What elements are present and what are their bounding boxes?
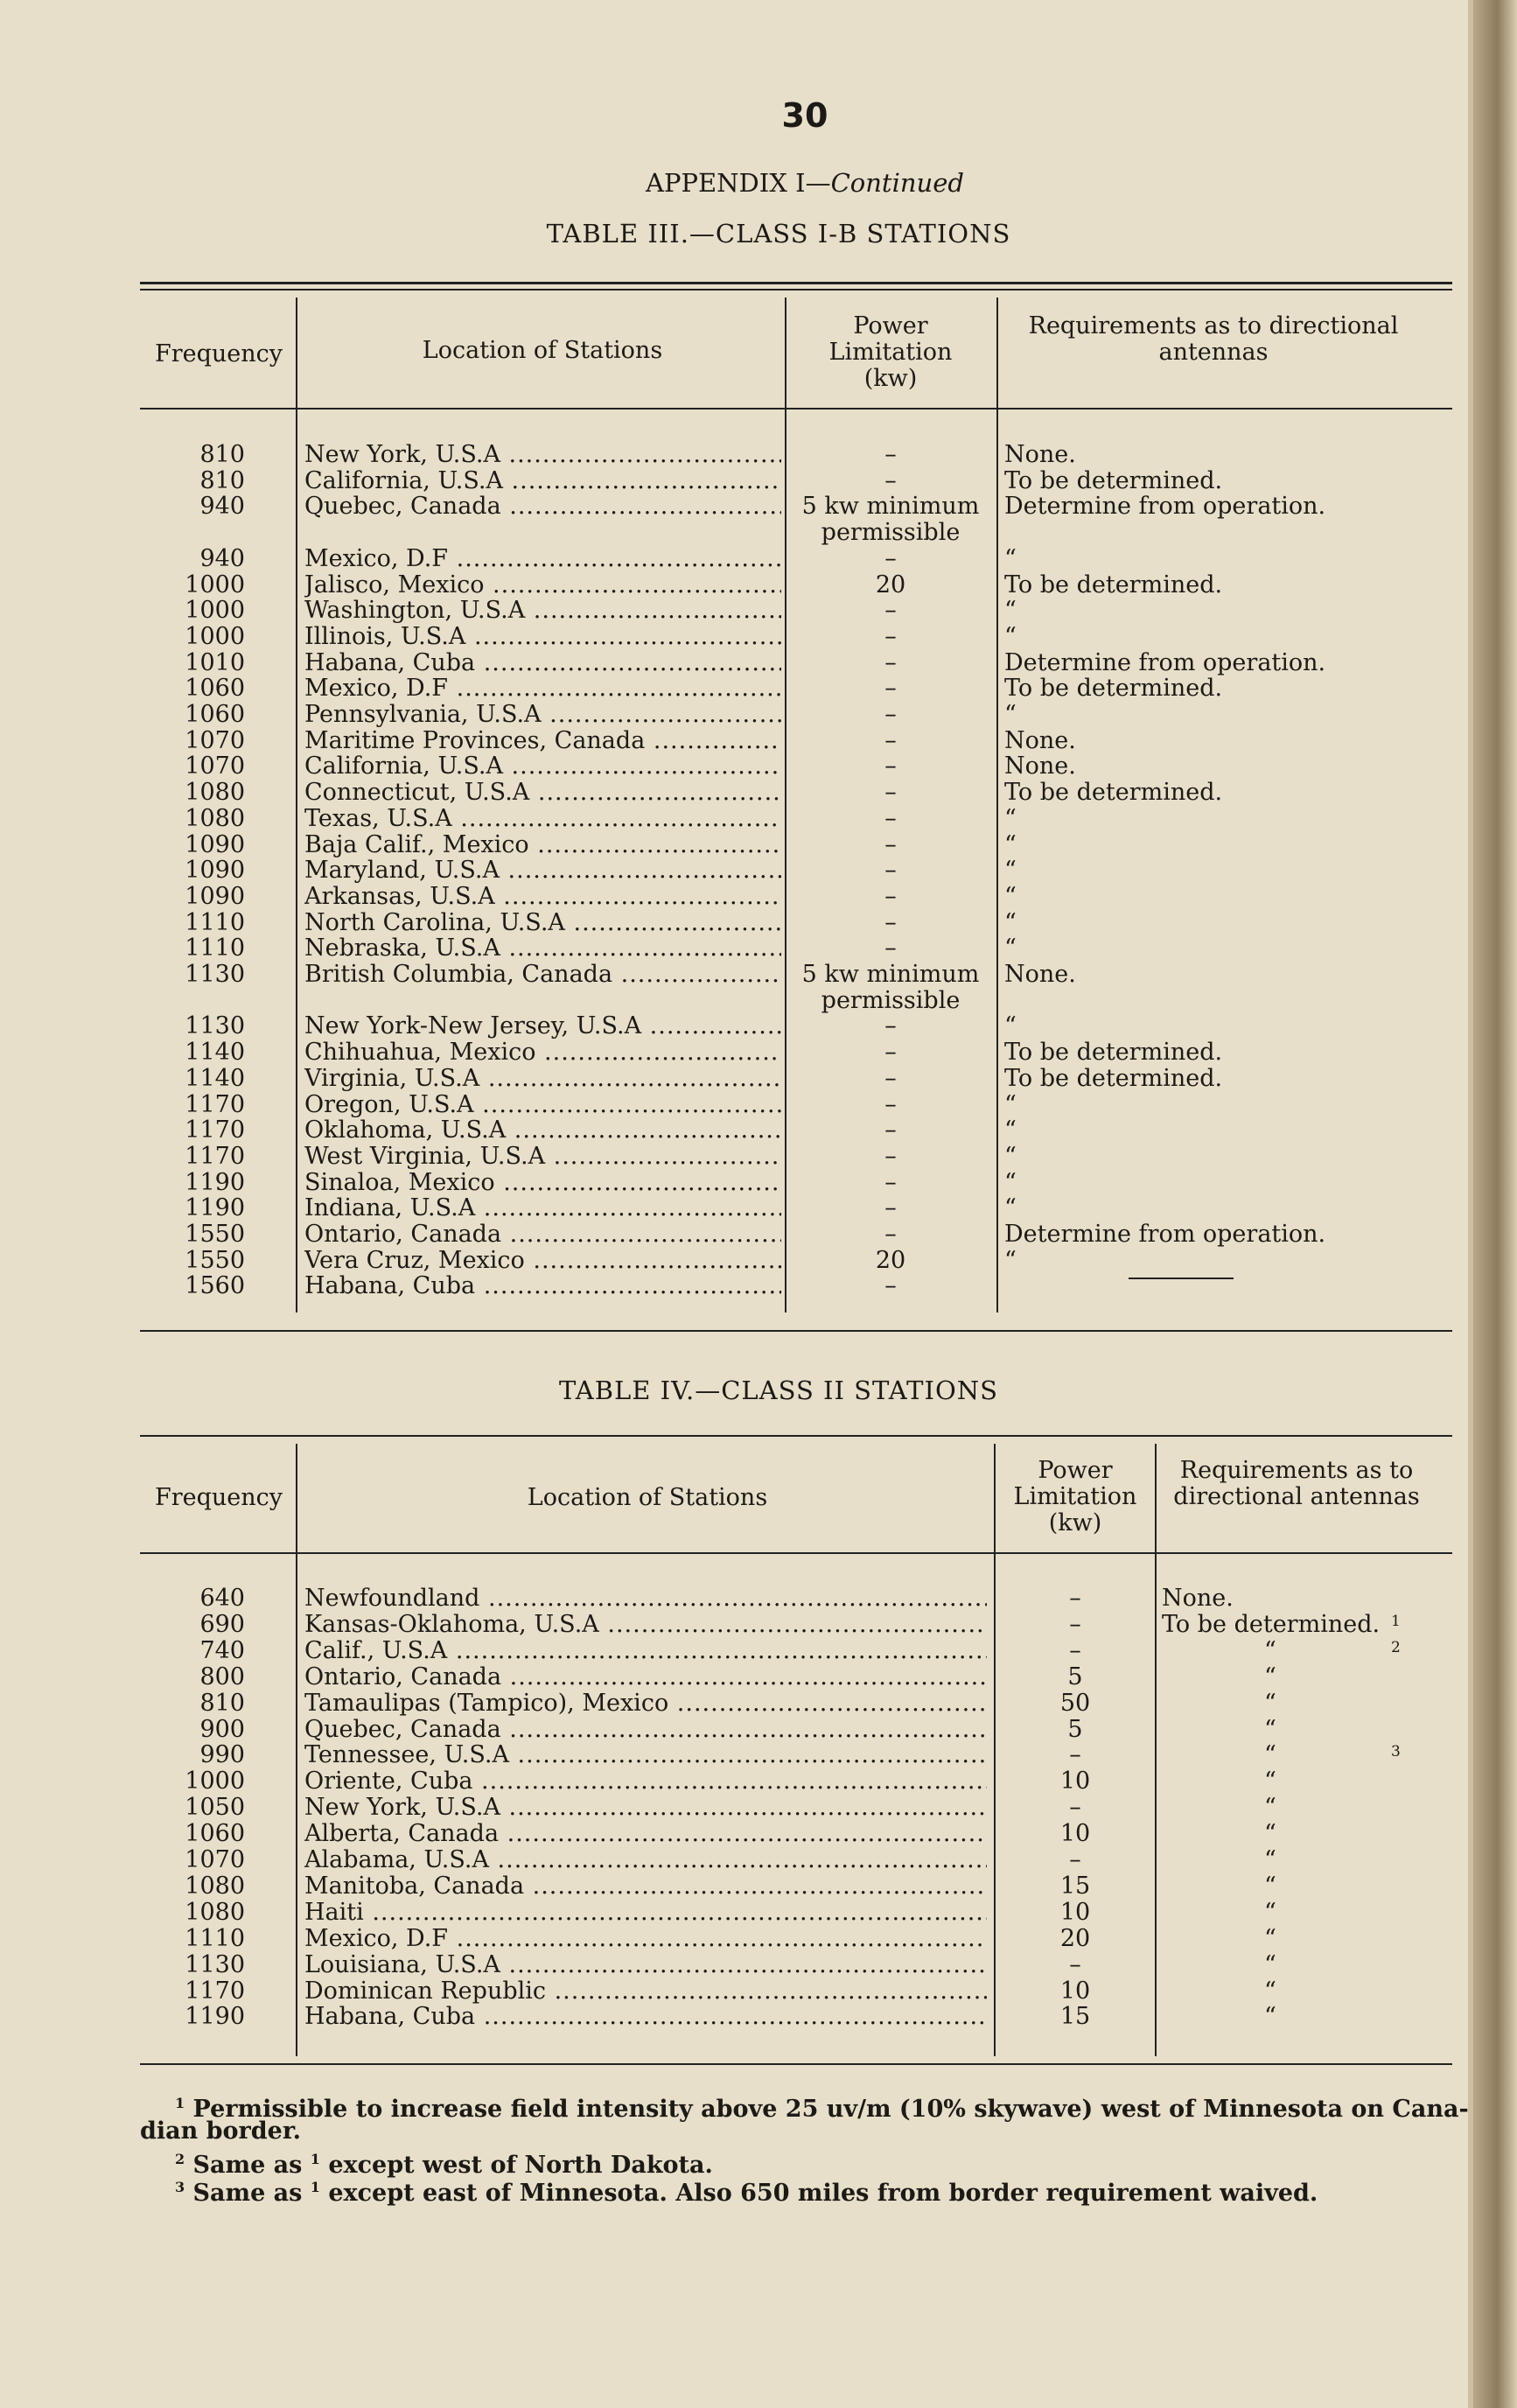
location-cell: New York, U.S.A ..... (304, 1795, 987, 1821)
requirements-cell: “ (1264, 1872, 1276, 1900)
power-cell: 10 (1059, 1768, 1091, 1796)
power-cell-continuation: permissible (821, 986, 961, 1014)
table4-row (0, 1742, 1487, 1768)
location-cell: Kansas-Oklahoma, U.S.A ..... (304, 1612, 987, 1638)
frequency-cell: 1130 (185, 1012, 245, 1040)
location-cell: Jalisco, Mexico ..... (304, 572, 781, 598)
location-cell: Tennessee, U.S.A ..... (304, 1742, 987, 1768)
power-cell: – (884, 701, 897, 728)
requirements-cell: To be determined. (1162, 1610, 1381, 1638)
location-cell: New York-New Jersey, U.S.A ..... (304, 1013, 781, 1040)
table4-top-rule (140, 1435, 1452, 1437)
power-cell: 15 (1059, 2003, 1091, 2031)
page-number: 30 (781, 96, 828, 135)
table4-header-frequency: Frequency (154, 1484, 283, 1511)
power-cell: 20 (875, 570, 906, 598)
power-cell: – (884, 934, 897, 962)
footnote-1: $^1$ Permissible to increase field intensity above 25 uv/m (10% skywave) west of Minnesota on Cana- (175, 2095, 1469, 2123)
table3-row (0, 546, 1487, 572)
table4-row (0, 1690, 1487, 1717)
frequency-cell: 1110 (185, 908, 245, 936)
power-cell: – (884, 1272, 897, 1300)
power-cell: 20 (1059, 1924, 1091, 1952)
power-cell: 5 kw minimum (801, 493, 980, 521)
table3-row (0, 858, 1487, 884)
table4-title: TABLE IV.—CLASS II STATIONS (559, 1376, 998, 1405)
footnote-2: $^2$ Same as $^1$ except west of North Dakota. (175, 2151, 713, 2179)
power-cell: – (884, 1039, 897, 1067)
power-cell: – (884, 779, 897, 807)
power-cell: 10 (1059, 1820, 1091, 1848)
table3-row (0, 468, 1487, 494)
requirements-cell: None. (1162, 1585, 1234, 1612)
table4-row (0, 1612, 1487, 1638)
location-cell: Haiti ..... (304, 1900, 987, 1926)
requirements-cell: “ (1264, 1924, 1276, 1952)
requirements-cell: “ (1264, 1820, 1276, 1848)
frequency-cell: 1080 (185, 1898, 245, 1926)
frequency-cell: 1000 (185, 1768, 245, 1796)
requirements-cell: “ (1004, 882, 1017, 910)
location-cell: West Virginia, U.S.A ..... (304, 1144, 781, 1170)
frequency-cell: 810 (199, 441, 245, 468)
location-cell: Dominican Republic ..... (304, 1978, 987, 2005)
location-cell: Connecticut, U.S.A ..... (304, 780, 781, 806)
location-cell: Chihuahua, Mexico ..... (304, 1040, 781, 1066)
table3-row (0, 1092, 1487, 1118)
location-cell: Maryland, U.S.A ..... (304, 858, 781, 884)
location-cell: Virginia, U.S.A ..... (304, 1066, 781, 1092)
table4-row (0, 1873, 1487, 1900)
location-cell: California, U.S.A ..... (304, 468, 781, 494)
power-cell: – (884, 804, 897, 832)
power-cell: – (1069, 1794, 1081, 1822)
power-cell: – (884, 1064, 897, 1092)
location-cell: Nebraska, U.S.A ..... (304, 935, 781, 962)
location-cell: Calif., U.S.A ..... (304, 1638, 987, 1664)
power-cell: 5 (1067, 1715, 1083, 1743)
table3-row (0, 1117, 1487, 1144)
table3-row (0, 1066, 1487, 1092)
power-cell: – (884, 1194, 897, 1222)
frequency-cell: 1110 (185, 934, 245, 962)
requirements-cell: Determine from operation. (1004, 1221, 1326, 1248)
power-cell: – (884, 882, 897, 910)
frequency-cell: 1550 (185, 1221, 245, 1248)
requirements-cell: “ (1264, 1768, 1276, 1796)
frequency-cell: 1170 (185, 1142, 245, 1170)
power-cell: – (884, 1116, 897, 1144)
frequency-cell: 1110 (185, 1924, 245, 1952)
power-cell: – (884, 908, 897, 936)
frequency-cell: 1000 (185, 622, 245, 650)
table4-header-location: Location of Stations (527, 1484, 768, 1511)
table3-header-requirements: Requirements as to directional antennas (1028, 312, 1399, 366)
frequency-cell: 940 (199, 544, 245, 572)
table4-row (0, 1664, 1487, 1690)
appendix-heading: APPENDIX I—Continued (646, 168, 964, 198)
power-cell: – (1069, 1636, 1081, 1664)
power-cell: – (884, 648, 897, 676)
table3-bottom-rule (140, 1330, 1452, 1332)
location-cell: Mexico, D.F ..... (304, 546, 781, 572)
frequency-cell: 740 (199, 1636, 245, 1664)
requirements-cell: “ (1004, 804, 1017, 832)
location-cell: Alberta, Canada ..... (304, 1821, 987, 1847)
frequency-cell: 1130 (185, 1950, 245, 1978)
power-cell-continuation: permissible (821, 519, 961, 547)
requirements-cell: “ (1004, 908, 1017, 936)
power-cell: – (884, 544, 897, 572)
location-cell: Quebec, Canada ..... (304, 494, 781, 520)
requirements-cell: “ (1004, 597, 1017, 625)
requirements-cell: “ (1004, 1142, 1017, 1170)
location-cell: North Carolina, U.S.A ..... (304, 910, 781, 936)
table3-header-location: Location of Stations (422, 337, 663, 364)
frequency-cell: 810 (199, 466, 245, 494)
location-cell: Tamaulipas (Tampico), Mexico ..... (304, 1690, 987, 1717)
location-cell: Newfoundland ..... (304, 1586, 987, 1612)
power-cell: 10 (1059, 1898, 1091, 1926)
power-cell: – (1069, 1741, 1081, 1769)
frequency-cell: 1550 (185, 1246, 245, 1274)
requirements-cell: “ (1264, 1715, 1276, 1743)
frequency-cell: 1130 (185, 961, 245, 988)
frequency-cell: 1190 (185, 2003, 245, 2031)
table4-row (0, 1926, 1487, 1952)
requirements-cell: “ (1264, 1846, 1276, 1873)
table3-row (0, 935, 1487, 962)
requirements-cell: None. (1004, 961, 1076, 988)
location-cell: Manitoba, Canada ..... (304, 1873, 987, 1900)
requirements-cell: “ (1004, 857, 1017, 885)
frequency-cell: 1190 (185, 1168, 245, 1196)
table4-row (0, 1900, 1487, 1926)
frequency-cell: 990 (199, 1741, 245, 1769)
requirements-cell: “ (1004, 1116, 1017, 1144)
table3-title: TABLE III.—CLASS I-B STATIONS (546, 219, 1011, 248)
table3-row (0, 1195, 1487, 1222)
frequency-cell: 1060 (185, 1820, 245, 1848)
requirements-cell: “ (1004, 701, 1017, 728)
table3-row-continuation (0, 520, 1487, 546)
table4-bottom-rule (140, 2063, 1452, 2065)
requirements-cell: “ (1264, 1662, 1276, 1690)
table3-row (0, 624, 1487, 650)
location-cell: Alabama, U.S.A ..... (304, 1847, 987, 1873)
table3-header-frequency: Frequency (154, 340, 283, 368)
frequency-cell: 1090 (185, 882, 245, 910)
table3-row (0, 806, 1487, 832)
table3-row (0, 494, 1487, 520)
requirements-cell: To be determined. (1004, 1039, 1223, 1067)
table3-row (0, 780, 1487, 806)
location-cell: California, U.S.A ..... (304, 753, 781, 780)
frequency-cell: 1140 (185, 1064, 245, 1092)
power-cell: – (884, 1168, 897, 1196)
table4-row (0, 1847, 1487, 1873)
footnote-ref: 1 (1391, 1612, 1401, 1630)
power-cell: – (1069, 1585, 1081, 1612)
location-cell: Arkansas, U.S.A ..... (304, 884, 781, 910)
power-cell: 5 (1067, 1662, 1083, 1690)
table4-row (0, 1952, 1487, 1978)
location-cell: Illinois, U.S.A ..... (304, 624, 781, 650)
power-cell: – (1069, 1610, 1081, 1638)
frequency-cell: 1090 (185, 857, 245, 885)
power-cell: – (884, 857, 897, 885)
frequency-cell: 1070 (185, 752, 245, 780)
power-cell: 5 kw minimum (801, 961, 980, 988)
table3-top-rule (140, 282, 1452, 284)
location-cell: New York, U.S.A ..... (304, 442, 781, 468)
table3-row (0, 572, 1487, 598)
power-cell: – (1069, 1950, 1081, 1978)
power-cell: – (884, 1142, 897, 1170)
table4-row (0, 1821, 1487, 1847)
table3-row (0, 728, 1487, 754)
requirements-cell: To be determined. (1004, 675, 1223, 703)
table3-row (0, 1013, 1487, 1040)
power-cell: – (884, 830, 897, 858)
power-cell: 20 (875, 1246, 906, 1274)
power-cell: – (884, 726, 897, 754)
frequency-cell: 1080 (185, 1872, 245, 1900)
power-cell: 15 (1059, 1872, 1091, 1900)
table3-row (0, 1222, 1487, 1248)
frequency-cell: 810 (199, 1689, 245, 1717)
requirements-cell: To be determined. (1004, 779, 1223, 807)
requirements-cell: “ (1004, 934, 1017, 962)
requirements-cell: “ (1004, 1012, 1017, 1040)
power-cell: – (884, 622, 897, 650)
location-cell: Louisiana, U.S.A ..... (304, 1952, 987, 1978)
frequency-cell: 690 (199, 1610, 245, 1638)
table3-row (0, 1273, 1487, 1299)
table3-row (0, 884, 1487, 910)
table3-row-continuation (0, 988, 1487, 1014)
frequency-cell: 1070 (185, 1846, 245, 1873)
power-cell: – (884, 752, 897, 780)
table3-row (0, 650, 1487, 676)
requirements-cell: “ (1264, 1950, 1276, 1978)
requirements-cell: “ (1004, 830, 1017, 858)
requirements-cell: “ (1264, 1794, 1276, 1822)
frequency-cell: 1140 (185, 1039, 245, 1067)
requirements-cell: “ (1004, 622, 1017, 650)
frequency-cell: 1070 (185, 726, 245, 754)
frequency-cell: 1000 (185, 597, 245, 625)
requirements-cell: “ (1004, 1168, 1017, 1196)
requirements-cell: To be determined. (1004, 570, 1223, 598)
frequency-cell: 1010 (185, 648, 245, 676)
footnote-ref: 2 (1391, 1638, 1401, 1656)
frequency-cell: 940 (199, 493, 245, 521)
location-cell: Oklahoma, U.S.A ..... (304, 1117, 781, 1144)
location-cell: Habana, Cuba ..... (304, 2004, 987, 2030)
table4-row (0, 2004, 1487, 2030)
table3-end-dash (1129, 1278, 1234, 1279)
table3-row (0, 962, 1487, 988)
requirements-cell: “ (1004, 544, 1017, 572)
table4-row (0, 1978, 1487, 2005)
table3-header-power: Power Limitation (kw) (828, 312, 953, 392)
table3-row (0, 1248, 1487, 1274)
location-cell: Vera Cruz, Mexico ..... (304, 1248, 781, 1274)
location-cell: Washington, U.S.A ..... (304, 598, 781, 624)
frequency-cell: 800 (199, 1662, 245, 1690)
table3-header-rule (140, 408, 1452, 410)
location-cell: Maritime Provinces, Canada ..... (304, 728, 781, 754)
location-cell: Ontario, Canada ..... (304, 1664, 987, 1690)
table4-row (0, 1638, 1487, 1664)
frequency-cell: 1560 (185, 1272, 245, 1300)
location-cell: Sinaloa, Mexico ..... (304, 1170, 781, 1196)
requirements-cell: None. (1004, 726, 1076, 754)
power-cell: – (884, 441, 897, 468)
requirements-cell: “ (1264, 1977, 1276, 2005)
table3-row (0, 442, 1487, 468)
location-cell: Oriente, Cuba ..... (304, 1768, 987, 1795)
frequency-cell: 1060 (185, 701, 245, 728)
table4-row (0, 1586, 1487, 1612)
frequency-cell: 1170 (185, 1090, 245, 1118)
footnote-1-continued: dian border. (140, 2118, 301, 2145)
table4-header-rule (140, 1552, 1452, 1554)
frequency-cell: 1000 (185, 570, 245, 598)
power-cell: – (884, 1090, 897, 1118)
table3-top-rule-2 (140, 289, 1452, 290)
requirements-cell: “ (1004, 1090, 1017, 1118)
power-cell: – (884, 597, 897, 625)
power-cell: – (884, 675, 897, 703)
location-cell: Baja Calif., Mexico ..... (304, 832, 781, 858)
table3-row (0, 753, 1487, 780)
requirements-cell: “ (1264, 1741, 1276, 1769)
table3-row (0, 598, 1487, 624)
power-cell: 10 (1059, 1977, 1091, 2005)
frequency-cell: 1060 (185, 675, 245, 703)
requirements-cell: “ (1264, 1636, 1276, 1664)
location-cell: Pennsylvania, U.S.A ..... (304, 702, 781, 728)
location-cell: Mexico, D.F ..... (304, 1926, 987, 1952)
location-cell: Indiana, U.S.A ..... (304, 1195, 781, 1222)
location-cell: British Columbia, Canada ..... (304, 962, 781, 988)
location-cell: Habana, Cuba ..... (304, 650, 781, 676)
location-cell: Ontario, Canada ..... (304, 1222, 781, 1248)
frequency-cell: 900 (199, 1715, 245, 1743)
requirements-cell: “ (1004, 1246, 1017, 1274)
location-cell: Oregon, U.S.A ..... (304, 1092, 781, 1118)
location-cell: Habana, Cuba ..... (304, 1273, 781, 1299)
frequency-cell: 1050 (185, 1794, 245, 1822)
power-cell: – (1069, 1846, 1081, 1873)
footnote-ref: 3 (1391, 1743, 1401, 1761)
location-cell: Texas, U.S.A ..... (304, 806, 781, 832)
location-cell: Quebec, Canada ..... (304, 1717, 987, 1743)
requirements-cell: Determine from operation. (1004, 493, 1326, 521)
table4-header-power: Power Limitation (kw) (1013, 1457, 1137, 1536)
requirements-cell: “ (1004, 1194, 1017, 1222)
frequency-cell: 1170 (185, 1116, 245, 1144)
requirements-cell: “ (1264, 2003, 1276, 2031)
table3-row (0, 702, 1487, 728)
requirements-cell: To be determined. (1004, 466, 1223, 494)
table3-row (0, 1040, 1487, 1066)
frequency-cell: 1080 (185, 804, 245, 832)
requirements-cell: Determine from operation. (1004, 648, 1326, 676)
power-cell: – (884, 1012, 897, 1040)
requirements-cell: None. (1004, 441, 1076, 468)
requirements-cell: None. (1004, 752, 1076, 780)
footnote-3: $^3$ Same as $^1$ except east of Minnesota. Also 650 miles from border requirement waived. (175, 2179, 1318, 2207)
table3-row (0, 676, 1487, 702)
table4-row (0, 1717, 1487, 1743)
table4-row (0, 1768, 1487, 1795)
location-cell: Mexico, D.F ..... (304, 676, 781, 702)
power-cell: – (884, 466, 897, 494)
table3-row (0, 1144, 1487, 1170)
table3-row (0, 1170, 1487, 1196)
frequency-cell: 1190 (185, 1194, 245, 1222)
table3-row (0, 832, 1487, 858)
requirements-cell: “ (1264, 1898, 1276, 1926)
power-cell: 50 (1059, 1689, 1091, 1717)
frequency-cell: 640 (199, 1585, 245, 1612)
table4-header-requirements: Requirements as to directional antennas (1173, 1457, 1420, 1510)
table3-row (0, 910, 1487, 936)
requirements-cell: “ (1264, 1689, 1276, 1717)
frequency-cell: 1090 (185, 830, 245, 858)
frequency-cell: 1080 (185, 779, 245, 807)
power-cell: – (884, 1221, 897, 1248)
frequency-cell: 1170 (185, 1977, 245, 2005)
requirements-cell: To be determined. (1004, 1064, 1223, 1092)
table4-row (0, 1795, 1487, 1821)
